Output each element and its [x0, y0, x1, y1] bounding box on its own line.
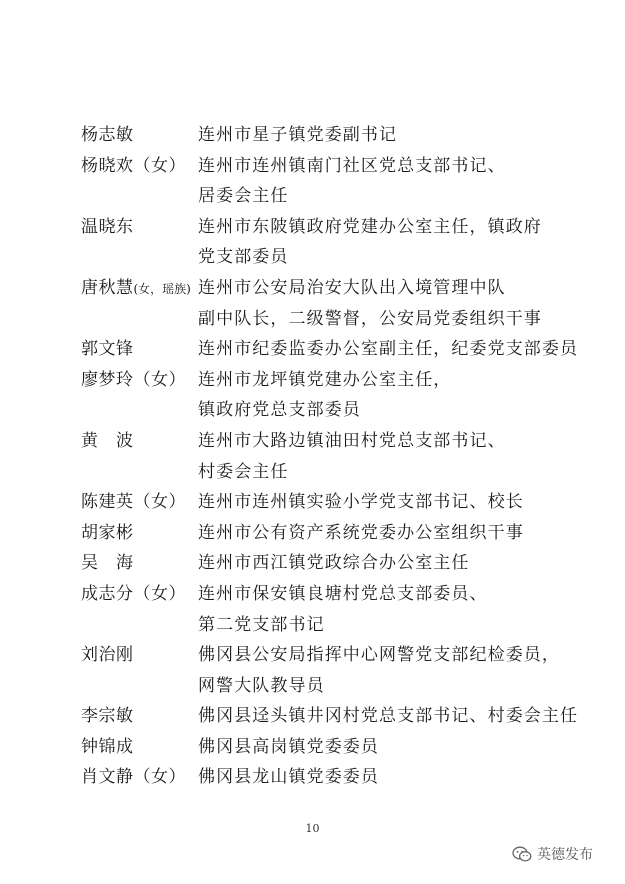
list-item-line — [0, 636, 625, 667]
list-item-line — [0, 544, 625, 575]
list-item — [0, 269, 625, 330]
position-description: 村委会主任 — [198, 461, 289, 482]
list-item-line — [0, 697, 625, 728]
position-description: 佛冈县龙山镇党委委员 — [198, 767, 379, 788]
position-description: 连州市连州镇南门社区党总支部书记、 — [198, 155, 506, 176]
position-description: 连州市保安镇良塘村党总支部委员、 — [198, 583, 488, 604]
position-description: 党支部委员 — [198, 247, 289, 268]
watermark-text: 英德发布 — [537, 847, 593, 863]
list-item-line — [0, 575, 625, 606]
position-description: 连州市东陂镇政府党建办公室主任，镇政府 — [198, 216, 542, 237]
person-name-text: 李宗敏 — [81, 706, 134, 727]
position-description: 第二党支部书记 — [198, 614, 325, 635]
list-item-line — [0, 361, 625, 392]
person-name-text: 郭文锋 — [81, 339, 134, 360]
list-item — [0, 575, 625, 636]
position-description: 网警大队教导员 — [198, 675, 325, 696]
position-description: 连州市公安局治安大队出入境管理中队 — [198, 277, 506, 298]
person-name — [81, 732, 134, 757]
list-item-line — [0, 238, 625, 269]
person-name — [81, 212, 134, 237]
list-item — [0, 544, 625, 575]
position-description: 连州市纪委监委办公室副主任，纪委党支部委员 — [198, 339, 579, 360]
person-name — [81, 273, 191, 298]
position-description: 连州市星子镇党委副书记 — [198, 125, 398, 145]
position-description: 镇政府党总支部委员 — [198, 400, 361, 421]
person-name-text: 杨晓欢（女） — [81, 155, 186, 176]
position-description: 佛冈县迳头镇井冈村党总支部书记、村委会主任 — [198, 706, 579, 727]
person-name-text: 唐秋慧 — [81, 277, 134, 298]
list-item-line — [0, 758, 625, 789]
person-name-text: 肖文静（女） — [81, 767, 186, 788]
list-item — [0, 758, 625, 789]
position-description: 连州市连州镇实验小学党支部书记、校长 — [198, 492, 524, 513]
person-name — [81, 487, 186, 512]
person-name — [81, 701, 134, 726]
position-description: 连州市公有资产系统党委办公室组织干事 — [198, 522, 524, 543]
person-name — [81, 548, 134, 573]
position-description: 连州市西江镇党政综合办公室主任 — [198, 553, 470, 574]
position-description: 副中队长，二级警督，公安局党委组织干事 — [198, 308, 542, 329]
list-item-line — [0, 453, 625, 484]
person-name-text: 刘治刚 — [81, 645, 134, 666]
person-name-text: 钟锦成 — [81, 736, 134, 757]
list-item-line — [0, 391, 625, 422]
list-item-line — [0, 269, 625, 300]
list-item — [0, 208, 625, 269]
name-list — [0, 116, 625, 789]
person-name-annotation: (女，瑶族) — [133, 281, 191, 296]
person-name — [81, 640, 134, 665]
list-item — [0, 483, 625, 514]
person-name-text: 黄 波 — [81, 430, 134, 451]
page-number: 10 — [305, 822, 320, 835]
person-name-text: 陈建英（女） — [81, 492, 186, 513]
position-description: 连州市大路边镇油田村党总支部书记、 — [198, 430, 506, 451]
list-item-line — [0, 422, 625, 453]
list-item — [0, 422, 625, 483]
person-name — [81, 365, 186, 390]
person-name — [81, 120, 134, 145]
list-item — [0, 147, 625, 208]
person-name — [81, 762, 186, 787]
list-item-line — [0, 177, 625, 208]
person-name-text: 成志分（女） — [81, 583, 186, 604]
person-name-text: 廖梦玲（女） — [81, 369, 186, 390]
person-name-text: 吴 海 — [81, 553, 134, 574]
list-item — [0, 697, 625, 728]
position-description: 佛冈县高岗镇党委委员 — [198, 736, 379, 757]
list-item-line — [0, 514, 625, 545]
wechat-icon — [512, 846, 532, 863]
person-name — [81, 579, 186, 604]
list-item — [0, 361, 625, 422]
list-item — [0, 728, 625, 759]
list-item-line — [0, 116, 625, 147]
list-item — [0, 514, 625, 545]
list-item-line — [0, 606, 625, 637]
list-item — [0, 636, 625, 697]
position-description: 佛冈县公安局指挥中心网警党支部纪检委员， — [198, 645, 560, 666]
person-name-text: 温晓东 — [81, 216, 134, 237]
person-name-text: 胡家彬 — [81, 522, 134, 543]
position-description: 连州市龙坪镇党建办公室主任， — [198, 369, 452, 390]
person-name — [81, 518, 134, 543]
list-item — [0, 116, 625, 147]
list-item-line — [0, 208, 625, 239]
watermark — [512, 844, 593, 864]
list-item-line — [0, 330, 625, 361]
person-name — [81, 426, 134, 451]
list-item-line — [0, 147, 625, 178]
list-item-line — [0, 300, 625, 331]
list-item-line — [0, 483, 625, 514]
list-item — [0, 330, 625, 361]
position-description: 居委会主任 — [198, 186, 289, 207]
list-item-line — [0, 728, 625, 759]
list-item-line — [0, 667, 625, 698]
person-name — [81, 334, 134, 359]
person-name — [81, 151, 186, 176]
person-name-text: 杨志敏 — [81, 125, 134, 145]
